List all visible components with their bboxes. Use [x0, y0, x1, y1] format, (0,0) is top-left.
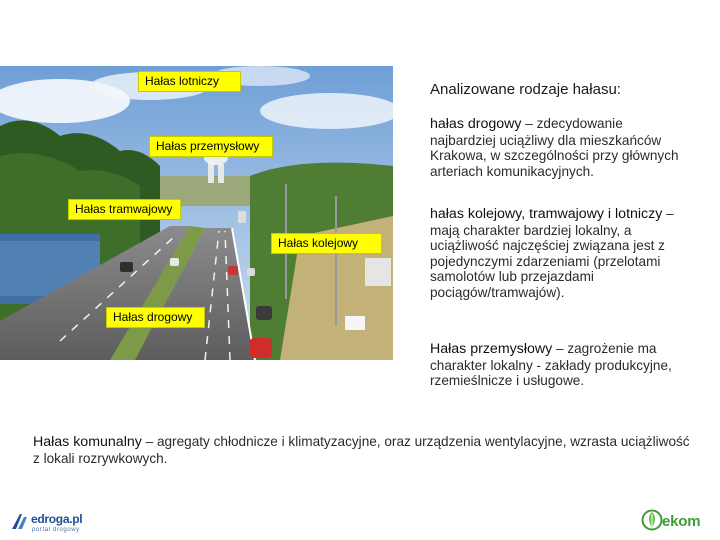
paragraph-text: – zagrożenie ma charakter lokalny - zakłady produkcyjne, rzemieślnicze i usługowe.	[430, 341, 672, 389]
paragraph-road-noise	[430, 116, 692, 179]
edroga-mark-icon	[10, 511, 30, 531]
paragraph-text: – zdecydowanie najbardziej uciążliwy dla mieszkańców Krakowa, w szczególności przy głównych arteriach komunikacyjnych.	[430, 116, 679, 179]
ekom-logo-name: ekom	[662, 513, 701, 530]
edroga-logo-name: edroga.pl	[31, 512, 83, 526]
paragraph-communal-noise	[33, 434, 693, 466]
paragraph-text: – mają charakter bardziej lokalny, a uciążliwość najczęściej związana jest z pojedynczymi zdarzeniami (przelotami samolotów lub przejazdami pociągów/tramwajów).	[430, 206, 674, 300]
paragraph-term: hałas kolejowy, tramwajowy i lotniczy	[430, 206, 663, 222]
label-halas-kolejowy: Hałas kolejowy	[271, 233, 382, 254]
label-halas-tramwajowy: Hałas tramwajowy	[68, 199, 181, 220]
ekom-leaf-icon	[641, 509, 663, 531]
label-halas-przemyslowy: Hałas przemysłowy	[149, 136, 273, 157]
label-halas-drogowy: Hałas drogowy	[106, 307, 205, 328]
paragraph-term: Hałas przemysłowy	[430, 341, 553, 357]
paragraph-term: hałas drogowy	[430, 116, 522, 132]
edroga-logo-subtitle: portal drogowy	[32, 527, 80, 533]
paragraph-industrial-noise	[430, 341, 692, 389]
edroga-logo	[10, 510, 100, 534]
label-halas-lotniczy: Hałas lotniczy	[138, 71, 241, 92]
ekom-logo	[641, 509, 713, 533]
paragraph-rail-noise	[430, 206, 692, 301]
paragraph-text: – agregaty chłodnicze i klimatyzacyjne, oraz urządzenia wentylacyjne, wzrasta uciążliwość z lokali rozrywkowych.	[33, 434, 690, 466]
paragraph-term: Hałas komunalny	[33, 434, 142, 450]
section-heading: Analizowane rodzaje hałasu:	[430, 81, 621, 98]
